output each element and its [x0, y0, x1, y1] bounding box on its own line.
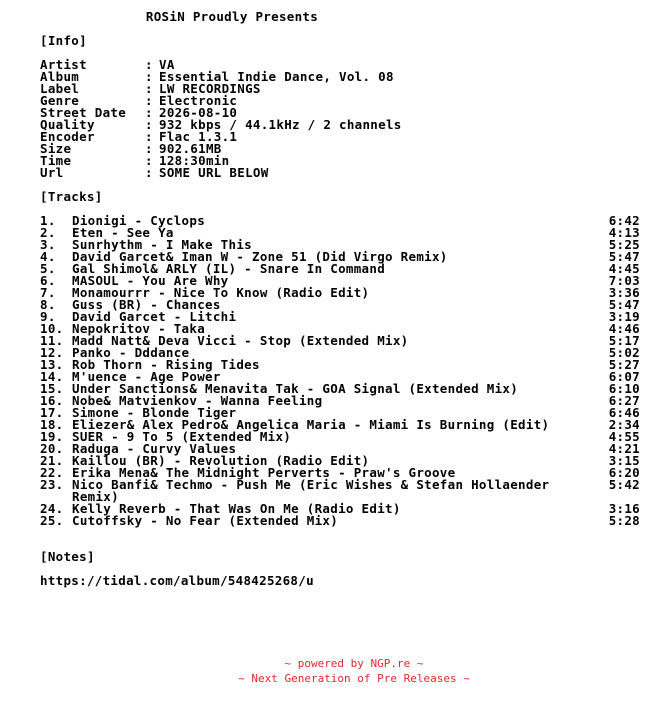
track-number: 13. — [40, 357, 64, 372]
track-number: 12. — [40, 345, 64, 360]
info-row-genre — [40, 95, 640, 107]
track-title: Madd Natt& Deva Vicci - Stop (Extended Mix) — [72, 333, 409, 348]
track-duration: 4:55 — [608, 429, 640, 444]
info-separator: : — [145, 57, 153, 72]
track-title: Panko - Dddance — [72, 345, 190, 360]
track-title: Erika Mena& The Midnight Perverts - Praw's Groove — [72, 465, 456, 480]
track-number: 7. — [40, 285, 56, 300]
track-title: Raduga - Curvy Values — [72, 441, 237, 456]
info-key: Url — [40, 165, 64, 180]
track-number: 24. — [40, 501, 64, 516]
info-value: Electronic — [159, 93, 238, 108]
info-value: VA — [159, 57, 175, 72]
track-duration: 3:15 — [608, 453, 640, 468]
track-number: 1. — [40, 213, 56, 228]
track-duration: 6:27 — [608, 393, 640, 408]
track-number: 20. — [40, 441, 64, 456]
info-row-album — [40, 71, 640, 83]
info-key: Label — [40, 81, 80, 96]
info-value: SOME URL BELOW — [159, 165, 269, 180]
track-title: Sunrhythm - I Make This — [72, 237, 252, 252]
track-title: Cutoffsky - No Fear (Extended Mix) — [72, 513, 339, 528]
info-separator: : — [145, 93, 153, 108]
footer — [0, 656, 648, 686]
track-title: Nepokritov - Taka — [72, 321, 206, 336]
track-duration: 3:16 — [608, 501, 640, 516]
track-title: Gal Shimol& ARLY (IL) - Snare In Command — [72, 261, 386, 276]
info-value: Essential Indie Dance, Vol. 08 — [159, 69, 394, 84]
info-separator: : — [145, 141, 153, 156]
track-title: Monamourrr - Nice To Know (Radio Edit) — [72, 285, 370, 300]
track-number: 5. — [40, 261, 56, 276]
info-value: 932 kbps / 44.1kHz / 2 channels — [159, 117, 402, 132]
track-duration: 5:42 — [608, 477, 640, 492]
track-title: M'uence - Age Power — [72, 369, 221, 384]
info-key: Street Date — [40, 105, 127, 120]
track-duration: 4:13 — [608, 225, 640, 240]
track-duration: 4:46 — [608, 321, 640, 336]
notes-url-link[interactable]: https://tidal.com/album/548425268/u — [40, 573, 314, 588]
track-duration: 3:36 — [608, 285, 640, 300]
track-number: 14. — [40, 369, 64, 384]
track-number: 21. — [40, 453, 64, 468]
track-number: 10. — [40, 321, 64, 336]
info-key: Album — [40, 69, 80, 84]
info-value: 2026-08-10 — [159, 105, 238, 120]
track-number: 6. — [40, 273, 56, 288]
track-number: 8. — [40, 297, 56, 312]
track-duration: 6:10 — [608, 381, 640, 396]
track-number: 18. — [40, 417, 64, 432]
info-key: Quality — [40, 117, 95, 132]
track-duration: 6:46 — [608, 405, 640, 420]
info-key: Genre — [40, 93, 80, 108]
track-title: Guss (BR) - Chances — [72, 297, 221, 312]
info-section-label: [Info] — [40, 33, 87, 48]
track-duration: 2:34 — [608, 417, 640, 432]
nfo-document — [40, 11, 640, 587]
track-duration: 3:19 — [608, 309, 640, 324]
track-duration: 5:47 — [608, 249, 640, 264]
info-key: Time — [40, 153, 72, 168]
track-title: Eten - See Ya — [72, 225, 174, 240]
info-row-time — [40, 155, 640, 167]
info-row-label — [40, 83, 640, 95]
footer-tagline: ~ Next Generation of Pre Releases ~ — [238, 672, 470, 685]
track-number: 17. — [40, 405, 64, 420]
track-number: 25. — [40, 513, 64, 528]
track-duration: 5:28 — [608, 513, 640, 528]
track-title: Rob Thorn - Rising Tides — [72, 357, 260, 372]
track-duration: 5:27 — [608, 357, 640, 372]
track-number: 16. — [40, 393, 64, 408]
track-number: 19. — [40, 429, 64, 444]
track-list — [40, 215, 640, 527]
track-number: 15. — [40, 381, 64, 396]
info-separator: : — [145, 117, 153, 132]
track-duration: 4:21 — [608, 441, 640, 456]
track-row — [40, 479, 640, 503]
track-title: MASOUL - You Are Why — [72, 273, 229, 288]
info-separator: : — [145, 153, 153, 168]
track-duration: 4:45 — [608, 261, 640, 276]
release-header-title: ROSiN Proudly Presents — [145, 9, 319, 24]
track-title: SUER - 9 To 5 (Extended Mix) — [72, 429, 292, 444]
track-number: 4. — [40, 249, 56, 264]
track-title: Nobe& Matvienkov - Wanna Feeling — [72, 393, 323, 408]
info-separator: : — [145, 129, 153, 144]
track-title: Dionigi - Cyclops — [72, 213, 206, 228]
info-key: Encoder — [40, 129, 95, 144]
notes-section-label: [Notes] — [40, 549, 95, 564]
track-row — [40, 515, 640, 527]
track-title: David Garcet& Iman W - Zone 51 (Did Virgo Remix) — [72, 249, 448, 264]
track-duration: 5:17 — [608, 333, 640, 348]
track-title: Under Sanctions& Menavita Tak - GOA Signal (Extended Mix) — [72, 381, 519, 396]
info-key: Artist — [40, 57, 87, 72]
track-number: 9. — [40, 309, 56, 324]
track-number: 2. — [40, 225, 56, 240]
info-row-size — [40, 143, 640, 155]
track-title: Eliezer& Alex Pedro& Angelica Maria - Miami Is Burning (Edit) — [72, 417, 550, 432]
track-duration: 5:47 — [608, 297, 640, 312]
track-duration: 7:03 — [608, 273, 640, 288]
track-duration: 6:20 — [608, 465, 640, 480]
info-row-encoder — [40, 131, 640, 143]
info-row-url — [40, 167, 640, 179]
track-title: Kaillou (BR) - Revolution (Radio Edit) — [72, 453, 370, 468]
info-key: Size — [40, 141, 72, 156]
track-number: 3. — [40, 237, 56, 252]
track-duration: 5:25 — [608, 237, 640, 252]
info-value: 128:30min — [159, 153, 230, 168]
info-separator: : — [145, 69, 153, 84]
info-separator: : — [145, 105, 153, 120]
info-row-quality — [40, 119, 640, 131]
info-value: LW RECORDINGS — [159, 81, 261, 96]
track-number: 11. — [40, 333, 64, 348]
track-title: David Garcet - Litchi — [72, 309, 237, 324]
info-separator: : — [145, 165, 153, 180]
track-title: Simone - Blonde Tiger — [72, 405, 237, 420]
tracks-section-label: [Tracks] — [40, 189, 103, 204]
track-number: 22. — [40, 465, 64, 480]
track-number: 23. — [40, 477, 64, 492]
info-table — [40, 59, 640, 179]
track-title: Nico Banfi& Techmo - Push Me (Eric Wishes & Stefan Hollaender Remix) — [72, 477, 558, 504]
info-value: Flac 1.3.1 — [159, 129, 238, 144]
track-title: Kelly Reverb - That Was On Me (Radio Edit) — [72, 501, 401, 516]
track-duration: 5:02 — [608, 345, 640, 360]
track-duration: 6:07 — [608, 369, 640, 384]
footer-powered-by: ~ powered by NGP.re ~ — [284, 657, 424, 670]
info-value: 902.61MB — [159, 141, 222, 156]
info-separator: : — [145, 81, 153, 96]
track-duration: 6:42 — [608, 213, 640, 228]
